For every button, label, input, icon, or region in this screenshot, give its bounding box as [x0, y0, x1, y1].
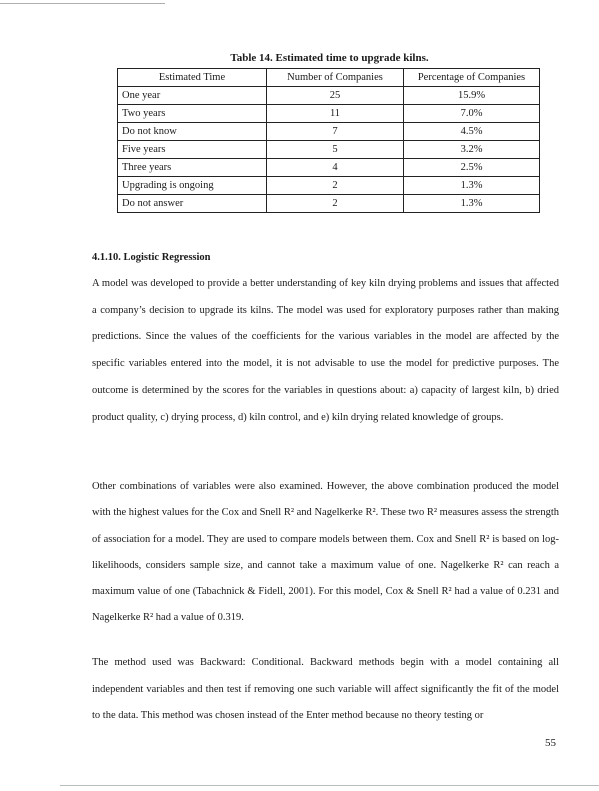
cell-percentage: 15.9%: [404, 87, 540, 105]
page-number: 55: [545, 737, 556, 749]
table-row: [118, 141, 540, 159]
scan-artifact-top: [0, 3, 165, 4]
paragraph-backward-method: The method used was Backward: Conditional. Backward methods begin with a model containing all independent variables and then test if removing one such variable will affect significantly the fit of the model to the data. This method was chosen instead of the Enter method because no theory testing or: [92, 657, 559, 722]
cell-number-of-companies: 5: [267, 141, 404, 159]
cell-number-of-companies: 25: [267, 87, 404, 105]
cell-percentage: 3.2%: [404, 141, 540, 159]
cell-estimated-time: Do not answer: [118, 195, 267, 213]
table-row: [118, 195, 540, 213]
cell-percentage: 4.5%: [404, 123, 540, 141]
cell-number-of-companies: 11: [267, 105, 404, 123]
cell-percentage: 2.5%: [404, 159, 540, 177]
cell-number-of-companies: 4: [267, 159, 404, 177]
paragraph-model-description: A model was developed to provide a better understanding of key kiln drying problems and issues that affected a company’s decision to upgrade its kilns. The model was used for exploratory purposes rather than making predictions. Since the values of the coefficients for the various variables in the model are affected by the specific variables entered into the model, it is not advisable to use the model for predictive purposes. The outcome is determined by the scores for the variables in questions about: a) capacity of largest kiln, b) dried product quality, c) drying process, d) kiln control, and e) kiln drying related knowledge of groups.: [92, 278, 559, 423]
cell-number-of-companies: 7: [267, 123, 404, 141]
cell-estimated-time: Two years: [118, 105, 267, 123]
cell-number-of-companies: 2: [267, 195, 404, 213]
table-row: [118, 87, 540, 105]
cell-estimated-time: Upgrading is ongoing: [118, 177, 267, 195]
paragraph-variable-combinations: Other combinations of variables were also examined. However, the above combination produced the model with the highest values for the Cox and Snell R² and Nagelkerke R². These two R² measures assess the strength of association for a model. They are used to compare models between them. Cox and Snell R² is based on log-likelihoods, considers sample size, and cannot take a maximum value of one. Nagelkerke R² can reach a maximum value of one (Tabachnick & Fidell, 2001). For this model, Cox & Snell R² had a value of 0.231 and Nagelkerke R² had a value of 0.319.: [92, 481, 559, 624]
cell-percentage: 1.3%: [404, 177, 540, 195]
table-row: [118, 105, 540, 123]
column-header-number-of-companies: Number of Companies: [267, 69, 404, 87]
scan-artifact-bottom: [60, 785, 599, 786]
cell-estimated-time: Do not know: [118, 123, 267, 141]
column-header-estimated-time: Estimated Time: [118, 69, 267, 87]
cell-estimated-time: Three years: [118, 159, 267, 177]
table-row: [118, 159, 540, 177]
section-heading: 4.1.10. Logistic Regression: [92, 252, 211, 263]
cell-estimated-time: Five years: [118, 141, 267, 159]
cell-estimated-time: One year: [118, 87, 267, 105]
table-header-row: [118, 69, 540, 87]
upgrade-time-table: [117, 68, 540, 213]
cell-percentage: 1.3%: [404, 195, 540, 213]
table-row: [118, 177, 540, 195]
table-caption: Table 14. Estimated time to upgrade kilns.: [230, 52, 429, 64]
cell-number-of-companies: 2: [267, 177, 404, 195]
table-row: [118, 123, 540, 141]
column-header-percentage-of-companies: Percentage of Companies: [404, 69, 540, 87]
cell-percentage: 7.0%: [404, 105, 540, 123]
